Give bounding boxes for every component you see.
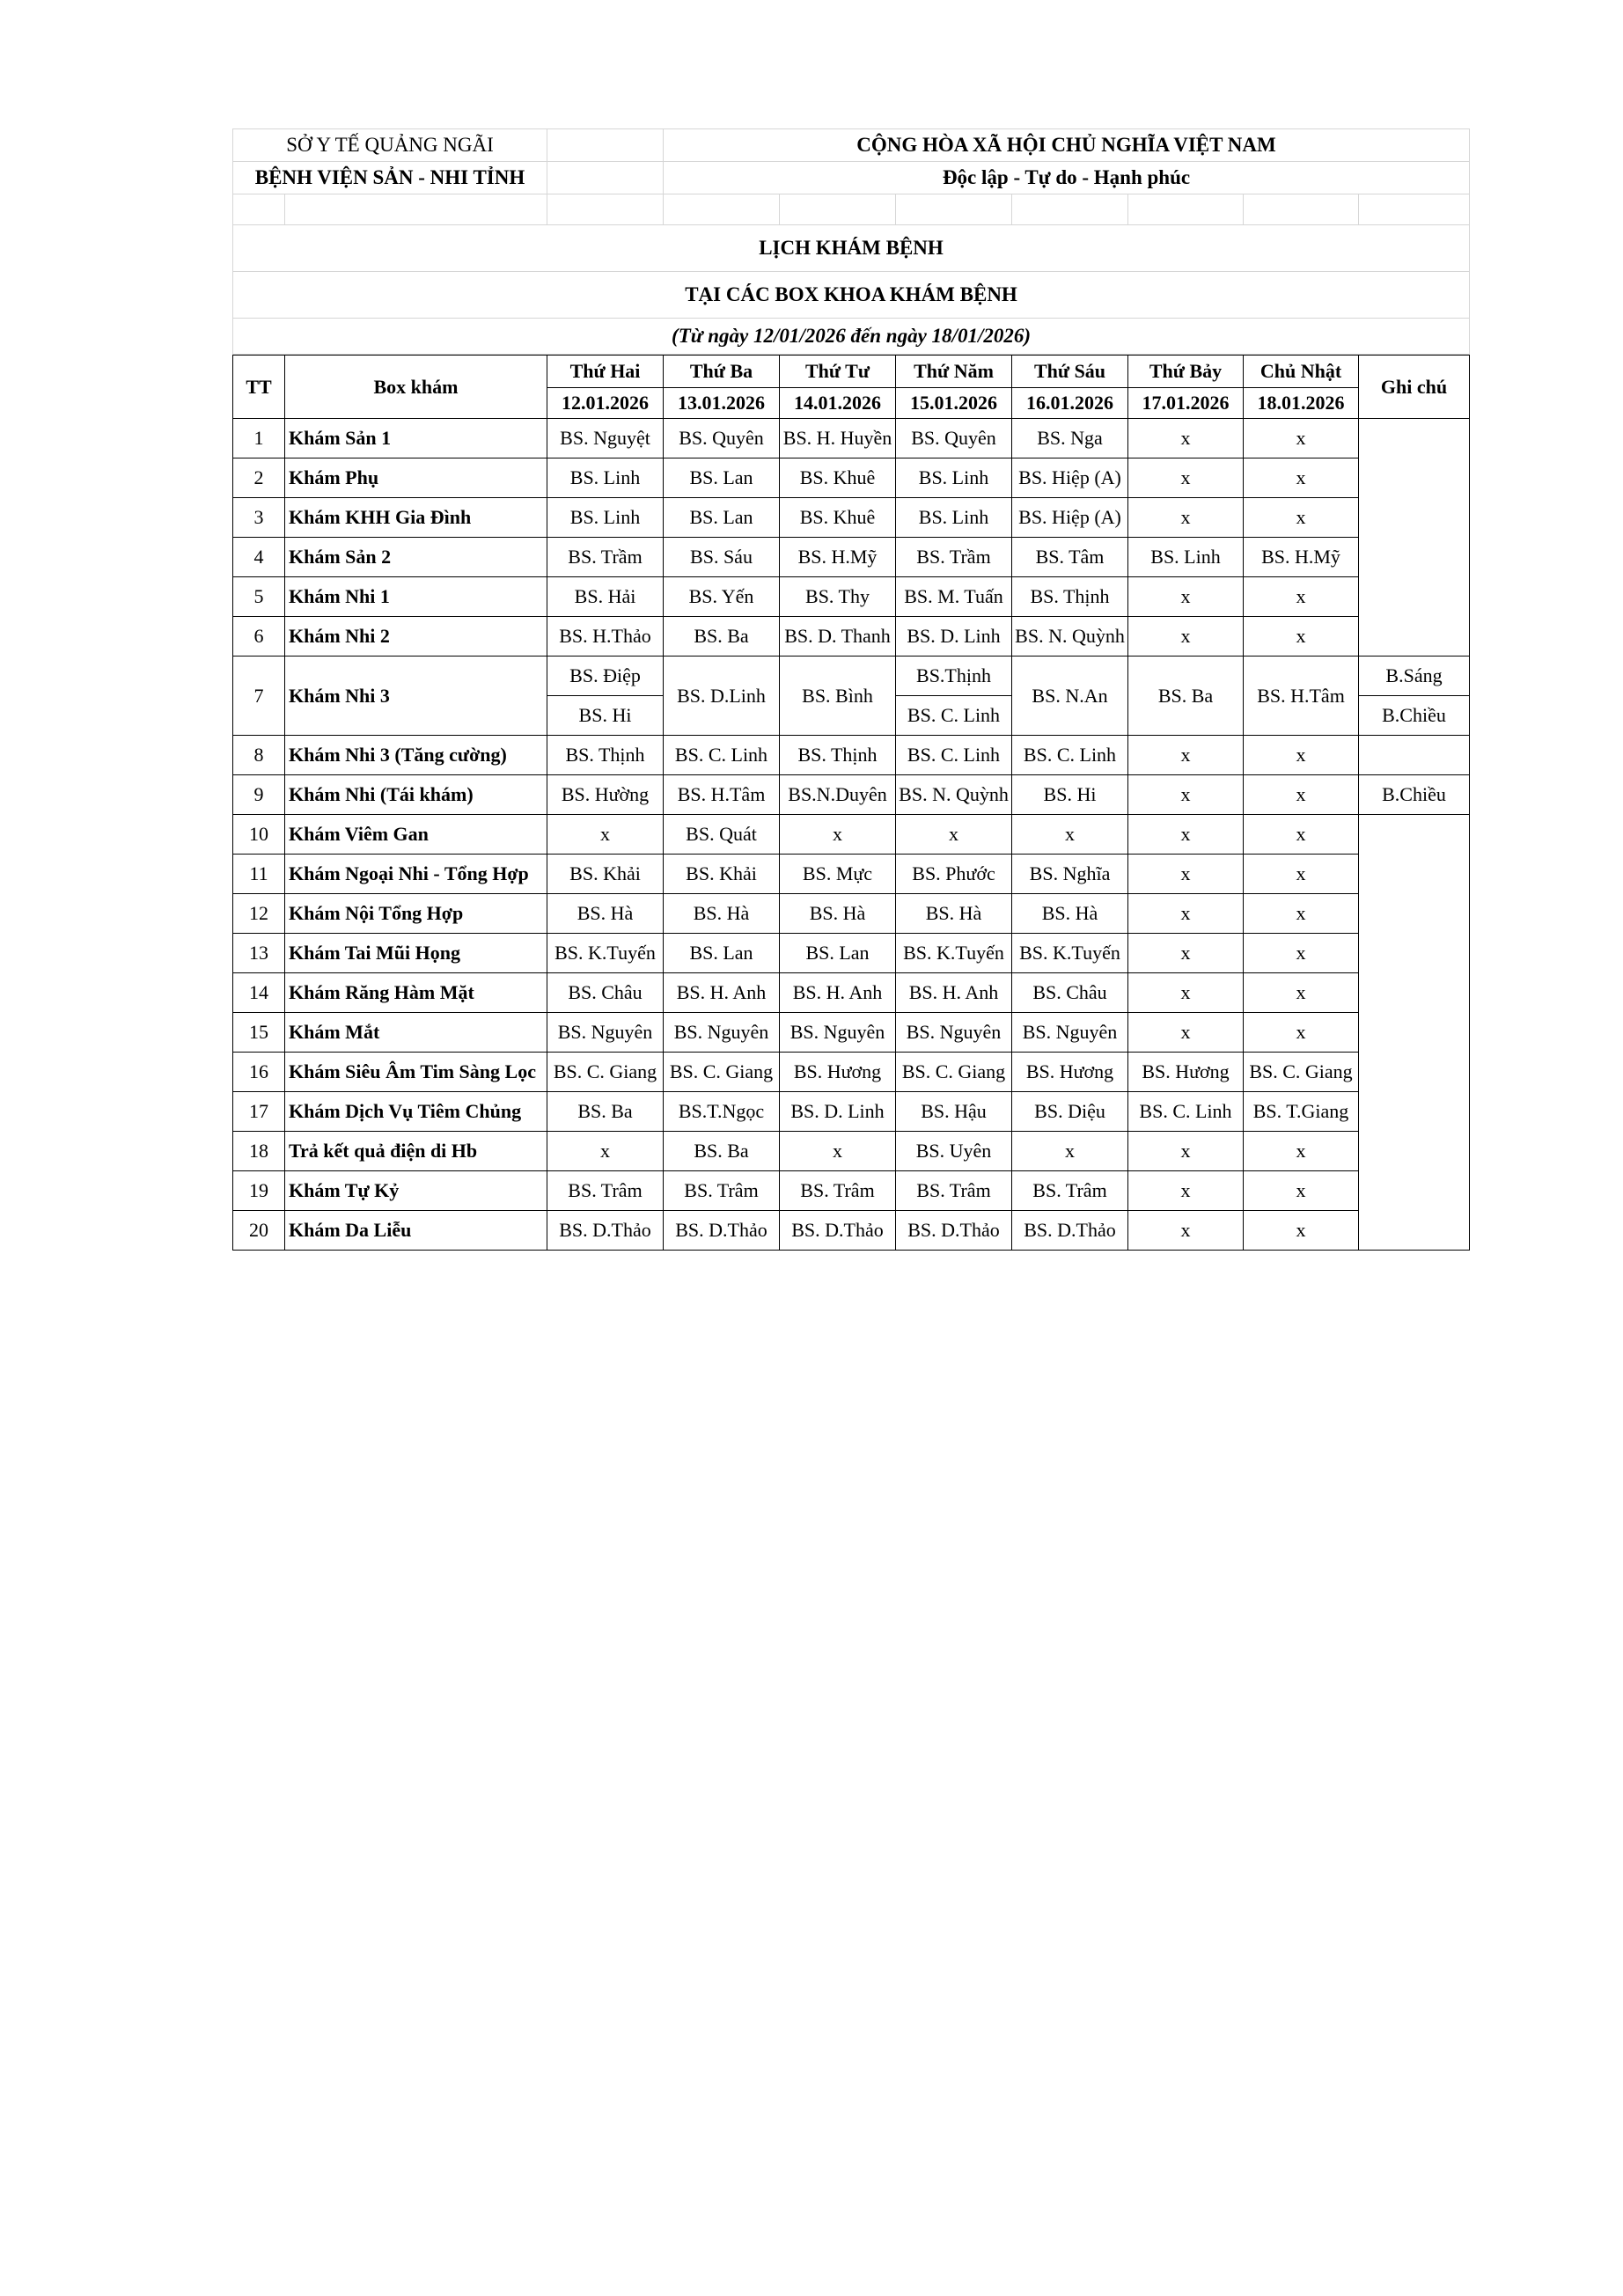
column-header-date: 15.01.2026 xyxy=(896,388,1012,419)
doctor-cell: BS. Hiệp (A) xyxy=(1012,458,1128,498)
doctor-cell: BS. D.Thảo xyxy=(547,1211,664,1251)
table-row xyxy=(233,657,1470,696)
doctor-cell: BS. Nguyên xyxy=(780,1013,896,1053)
doctor-cell: BS. Hiệp (A) xyxy=(1012,498,1128,538)
doctor-cell: BS. Nguyệt xyxy=(547,419,664,458)
doctor-cell: BS. H.Tâm xyxy=(664,775,780,815)
doctor-cell: BS. D. Linh xyxy=(780,1092,896,1132)
doctor-cell: BS. H.Mỹ xyxy=(1244,538,1359,577)
doctor-cell: BS. Châu xyxy=(1012,973,1128,1013)
doctor-cell: BS. Lan xyxy=(664,934,780,973)
doctor-cell: x xyxy=(1244,815,1359,855)
row-number: 13 xyxy=(233,934,285,973)
doctor-cell: BS. Nguyên xyxy=(664,1013,780,1053)
doctor-cell: x xyxy=(1128,1132,1244,1171)
date-range: (Từ ngày 12/01/2026 đến ngày 18/01/2026) xyxy=(233,319,1470,355)
doctor-cell: BS. D. Linh xyxy=(896,617,1012,657)
doctor-cell: BS. Quyên xyxy=(896,419,1012,458)
column-header-day: Chủ Nhật xyxy=(1244,356,1359,388)
doctor-cell: BS. Hậu xyxy=(896,1092,1012,1132)
doctor-cell: BS. Hà xyxy=(664,894,780,934)
doctor-cell: x xyxy=(1244,1171,1359,1211)
doctor-cell: x xyxy=(1128,815,1244,855)
doctor-cell: BS. H. Anh xyxy=(664,973,780,1013)
doctor-cell: BS. C. Linh xyxy=(896,696,1012,736)
doctor-cell: BS. Trâm xyxy=(780,1171,896,1211)
doctor-cell: BS. Ba xyxy=(664,617,780,657)
table-row xyxy=(233,1211,1470,1251)
doctor-cell: BS. C. Linh xyxy=(1128,1092,1244,1132)
doctor-cell: x xyxy=(547,815,664,855)
table-row xyxy=(233,419,1470,458)
table-row xyxy=(233,617,1470,657)
table-row xyxy=(233,855,1470,894)
row-number: 1 xyxy=(233,419,285,458)
column-header-box: Box khám xyxy=(285,356,547,419)
table-row xyxy=(233,577,1470,617)
column-header-day: Thứ Hai xyxy=(547,356,664,388)
box-name: Khám KHH Gia Đình xyxy=(285,498,547,538)
doctor-cell: BS. Thịnh xyxy=(547,736,664,775)
doctor-cell: BS. Phước xyxy=(896,855,1012,894)
box-name: Khám Da Liễu xyxy=(285,1211,547,1251)
column-header-date: 18.01.2026 xyxy=(1244,388,1359,419)
row-number: 12 xyxy=(233,894,285,934)
doctor-cell: BS. H. Huyền xyxy=(780,419,896,458)
doctor-cell: BS. Hương xyxy=(780,1053,896,1092)
doctor-cell: BS. M. Tuấn xyxy=(896,577,1012,617)
doctor-cell: x xyxy=(1128,934,1244,973)
table-row xyxy=(233,458,1470,498)
doctor-cell: BS. K.Tuyến xyxy=(896,934,1012,973)
note-cell: B.Chiều xyxy=(1359,696,1470,736)
doctor-cell: BS. C. Giang xyxy=(664,1053,780,1092)
doctor-cell: BS. Quyên xyxy=(664,419,780,458)
doctor-cell: BS. Quát xyxy=(664,815,780,855)
doctor-cell: BS. Ba xyxy=(1128,657,1244,736)
box-name: Khám Siêu Âm Tim Sàng Lọc xyxy=(285,1053,547,1092)
column-header-day: Thứ Ba xyxy=(664,356,780,388)
doctor-cell: BS. C. Linh xyxy=(664,736,780,775)
row-number: 8 xyxy=(233,736,285,775)
doctor-cell: x xyxy=(1128,736,1244,775)
doctor-cell: BS. Nguyên xyxy=(1012,1013,1128,1053)
column-header-date: 13.01.2026 xyxy=(664,388,780,419)
doctor-cell: BS. Châu xyxy=(547,973,664,1013)
row-number: 10 xyxy=(233,815,285,855)
doctor-cell: x xyxy=(1128,1171,1244,1211)
box-name: Khám Phụ xyxy=(285,458,547,498)
table-row xyxy=(233,815,1470,855)
national-title: CỘNG HÒA XÃ HỘI CHỦ NGHĨA VIỆT NAM xyxy=(664,129,1470,162)
doctor-cell: x xyxy=(896,815,1012,855)
note-cell xyxy=(1359,815,1470,1251)
box-name: Khám Tự Kỷ xyxy=(285,1171,547,1211)
column-header-note: Ghi chú xyxy=(1359,356,1470,419)
row-number: 7 xyxy=(233,657,285,736)
doctor-cell: BS. Hải xyxy=(547,577,664,617)
doctor-cell: x xyxy=(1244,498,1359,538)
doctor-cell: BS. T.Giang xyxy=(1244,1092,1359,1132)
doctor-cell: BS. Hà xyxy=(896,894,1012,934)
box-name: Khám Nhi 2 xyxy=(285,617,547,657)
doctor-cell: x xyxy=(1012,815,1128,855)
table-row xyxy=(233,973,1470,1013)
doctor-cell: BS. C. Giang xyxy=(547,1053,664,1092)
doctor-cell: BS. H. Anh xyxy=(780,973,896,1013)
table-row xyxy=(233,1171,1470,1211)
table-row xyxy=(233,1053,1470,1092)
doctor-cell: BS. Trâm xyxy=(664,1171,780,1211)
doctor-cell: BS. K.Tuyến xyxy=(547,934,664,973)
doctor-cell: BS. Hi xyxy=(547,696,664,736)
doctor-cell: BS. Khải xyxy=(547,855,664,894)
doctor-cell: x xyxy=(1244,617,1359,657)
row-number: 15 xyxy=(233,1013,285,1053)
doctor-cell: BS. N.An xyxy=(1012,657,1128,736)
row-number: 4 xyxy=(233,538,285,577)
doctor-cell: BS. Linh xyxy=(547,498,664,538)
box-name: Khám Sản 1 xyxy=(285,419,547,458)
row-number: 9 xyxy=(233,775,285,815)
doctor-cell: BS. D.Thảo xyxy=(1012,1211,1128,1251)
row-number: 17 xyxy=(233,1092,285,1132)
doctor-cell: x xyxy=(1128,617,1244,657)
box-name: Khám Nhi 1 xyxy=(285,577,547,617)
doctor-cell: BS. N. Quỳnh xyxy=(896,775,1012,815)
doctor-cell: BS. C. Linh xyxy=(896,736,1012,775)
doctor-cell: BS. Nguyên xyxy=(547,1013,664,1053)
doctor-cell: x xyxy=(1128,577,1244,617)
doctor-cell: BS. D.Thảo xyxy=(896,1211,1012,1251)
column-header-day: Thứ Bảy xyxy=(1128,356,1244,388)
doctor-cell: BS. Diệu xyxy=(1012,1092,1128,1132)
doctor-cell: BS. D.Thảo xyxy=(780,1211,896,1251)
row-number: 3 xyxy=(233,498,285,538)
doctor-cell: BS. Khuê xyxy=(780,458,896,498)
box-name: Khám Nội Tổng Hợp xyxy=(285,894,547,934)
doctor-cell: x xyxy=(1128,855,1244,894)
doctor-cell: BS. Nga xyxy=(1012,419,1128,458)
box-name: Khám Nhi 3 xyxy=(285,657,547,736)
doctor-cell: BS. Trầm xyxy=(896,538,1012,577)
row-number: 14 xyxy=(233,973,285,1013)
doctor-cell: BS. H. Anh xyxy=(896,973,1012,1013)
box-name: Trả kết quả điện di Hb xyxy=(285,1132,547,1171)
page-title: LỊCH KHÁM BỆNH xyxy=(233,225,1470,272)
doctor-cell: BS. Hường xyxy=(547,775,664,815)
doctor-cell: BS. Hương xyxy=(1012,1053,1128,1092)
doctor-cell: BS. Linh xyxy=(547,458,664,498)
row-number: 2 xyxy=(233,458,285,498)
doctor-cell: BS. Khuê xyxy=(780,498,896,538)
note-cell: B.Sáng xyxy=(1359,657,1470,696)
row-number: 5 xyxy=(233,577,285,617)
column-header-day: Thứ Tư xyxy=(780,356,896,388)
doctor-cell: BS. Trâm xyxy=(896,1171,1012,1211)
doctor-cell: x xyxy=(780,1132,896,1171)
doctor-cell: BS.T.Ngọc xyxy=(664,1092,780,1132)
doctor-cell: BS. Thịnh xyxy=(1012,577,1128,617)
row-number: 19 xyxy=(233,1171,285,1211)
table-row xyxy=(233,1132,1470,1171)
row-number: 18 xyxy=(233,1132,285,1171)
doctor-cell: BS. Hà xyxy=(547,894,664,934)
doctor-cell: x xyxy=(1128,419,1244,458)
column-header-date: 14.01.2026 xyxy=(780,388,896,419)
doctor-cell: BS. Nguyên xyxy=(896,1013,1012,1053)
doctor-cell: BS. C. Giang xyxy=(1244,1053,1359,1092)
doctor-cell: x xyxy=(1244,894,1359,934)
doctor-cell: x xyxy=(1244,775,1359,815)
column-header-date: 12.01.2026 xyxy=(547,388,664,419)
doctor-cell: BS. D.Thảo xyxy=(664,1211,780,1251)
doctor-cell: BS. Thịnh xyxy=(780,736,896,775)
column-header-day: Thứ Sáu xyxy=(1012,356,1128,388)
table-row xyxy=(233,934,1470,973)
row-number: 11 xyxy=(233,855,285,894)
doctor-cell: BS. Lan xyxy=(780,934,896,973)
box-name: Khám Viêm Gan xyxy=(285,815,547,855)
table-row xyxy=(233,894,1470,934)
doctor-cell: x xyxy=(1244,736,1359,775)
doctor-cell: x xyxy=(1244,577,1359,617)
doctor-cell: x xyxy=(1244,1211,1359,1251)
hospital-name: BỆNH VIỆN SẢN - NHI TỈNH xyxy=(233,162,547,194)
doctor-cell: BS.Thịnh xyxy=(896,657,1012,696)
doctor-cell: BS. Nghĩa xyxy=(1012,855,1128,894)
doctor-cell: x xyxy=(1244,1013,1359,1053)
doctor-cell: x xyxy=(780,815,896,855)
doctor-cell: BS. Thy xyxy=(780,577,896,617)
doctor-cell: BS. Yến xyxy=(664,577,780,617)
doctor-cell: x xyxy=(1244,973,1359,1013)
doctor-cell: BS. Mực xyxy=(780,855,896,894)
doctor-cell: x xyxy=(1244,458,1359,498)
doctor-cell: BS. H.Mỹ xyxy=(780,538,896,577)
doctor-cell: BS. C. Giang xyxy=(896,1053,1012,1092)
doctor-cell: BS. Lan xyxy=(664,498,780,538)
page-subtitle: TẠI CÁC BOX KHOA KHÁM BỆNH xyxy=(233,272,1470,319)
row-number: 16 xyxy=(233,1053,285,1092)
doctor-cell: BS. Điệp xyxy=(547,657,664,696)
doctor-cell: BS. C. Linh xyxy=(1012,736,1128,775)
doctor-cell: x xyxy=(1244,934,1359,973)
doctor-cell: BS. Ba xyxy=(547,1092,664,1132)
doctor-cell: x xyxy=(1128,498,1244,538)
doctor-cell: BS. N. Quỳnh xyxy=(1012,617,1128,657)
doctor-cell: x xyxy=(1128,458,1244,498)
table-row xyxy=(233,775,1470,815)
department-name: SỞ Y TẾ QUẢNG NGÃI xyxy=(233,129,547,162)
doctor-cell: BS. Tâm xyxy=(1012,538,1128,577)
doctor-cell: BS. Hà xyxy=(780,894,896,934)
document-header xyxy=(232,128,1470,355)
schedule-sheet xyxy=(232,128,1469,1251)
doctor-cell: x xyxy=(1012,1132,1128,1171)
doctor-cell: BS. H.Tâm xyxy=(1244,657,1359,736)
note-cell: B.Chiều xyxy=(1359,775,1470,815)
box-name: Khám Nhi 3 (Tăng cường) xyxy=(285,736,547,775)
doctor-cell: x xyxy=(1128,1211,1244,1251)
doctor-cell: BS. Trâm xyxy=(547,1171,664,1211)
doctor-cell: BS. Linh xyxy=(896,498,1012,538)
doctor-cell: BS. H.Thảo xyxy=(547,617,664,657)
doctor-cell: x xyxy=(1244,855,1359,894)
table-row xyxy=(233,1013,1470,1053)
doctor-cell: BS. Khải xyxy=(664,855,780,894)
doctor-cell: BS. Hương xyxy=(1128,1053,1244,1092)
box-name: Khám Dịch Vụ Tiêm Chủng xyxy=(285,1092,547,1132)
doctor-cell: BS. Bình xyxy=(780,657,896,736)
note-cell xyxy=(1359,736,1470,775)
doctor-cell: x xyxy=(1244,1132,1359,1171)
row-number: 6 xyxy=(233,617,285,657)
doctor-cell: BS. Uyên xyxy=(896,1132,1012,1171)
doctor-cell: BS. Ba xyxy=(664,1132,780,1171)
box-name: Khám Sản 2 xyxy=(285,538,547,577)
doctor-cell: BS. K.Tuyến xyxy=(1012,934,1128,973)
box-name: Khám Nhi (Tái khám) xyxy=(285,775,547,815)
schedule-table xyxy=(232,355,1470,1251)
table-row xyxy=(233,498,1470,538)
doctor-cell: x xyxy=(1128,894,1244,934)
column-header-tt: TT xyxy=(233,356,285,419)
doctor-cell: BS. Hi xyxy=(1012,775,1128,815)
doctor-cell: BS. Trâm xyxy=(1012,1171,1128,1211)
doctor-cell: x xyxy=(1128,973,1244,1013)
doctor-cell: BS. D.Linh xyxy=(664,657,780,736)
table-row xyxy=(233,538,1470,577)
column-header-date: 17.01.2026 xyxy=(1128,388,1244,419)
doctor-cell: BS. Hà xyxy=(1012,894,1128,934)
box-name: Khám Tai Mũi Họng xyxy=(285,934,547,973)
table-row xyxy=(233,736,1470,775)
national-motto: Độc lập - Tự do - Hạnh phúc xyxy=(664,162,1470,194)
box-name: Khám Ngoại Nhi - Tổng Hợp xyxy=(285,855,547,894)
doctor-cell: BS. Trầm xyxy=(547,538,664,577)
doctor-cell: x xyxy=(1244,419,1359,458)
column-header-date: 16.01.2026 xyxy=(1012,388,1128,419)
doctor-cell: x xyxy=(1128,1013,1244,1053)
doctor-cell: x xyxy=(547,1132,664,1171)
doctor-cell: BS. Linh xyxy=(896,458,1012,498)
doctor-cell: BS.N.Duyên xyxy=(780,775,896,815)
note-cell xyxy=(1359,419,1470,657)
doctor-cell: BS. Linh xyxy=(1128,538,1244,577)
column-header-day: Thứ Năm xyxy=(896,356,1012,388)
doctor-cell: x xyxy=(1128,775,1244,815)
table-row xyxy=(233,1092,1470,1132)
doctor-cell: BS. Sáu xyxy=(664,538,780,577)
row-number: 20 xyxy=(233,1211,285,1251)
doctor-cell: BS. D. Thanh xyxy=(780,617,896,657)
box-name: Khám Răng Hàm Mặt xyxy=(285,973,547,1013)
doctor-cell: BS. Lan xyxy=(664,458,780,498)
box-name: Khám Mắt xyxy=(285,1013,547,1053)
